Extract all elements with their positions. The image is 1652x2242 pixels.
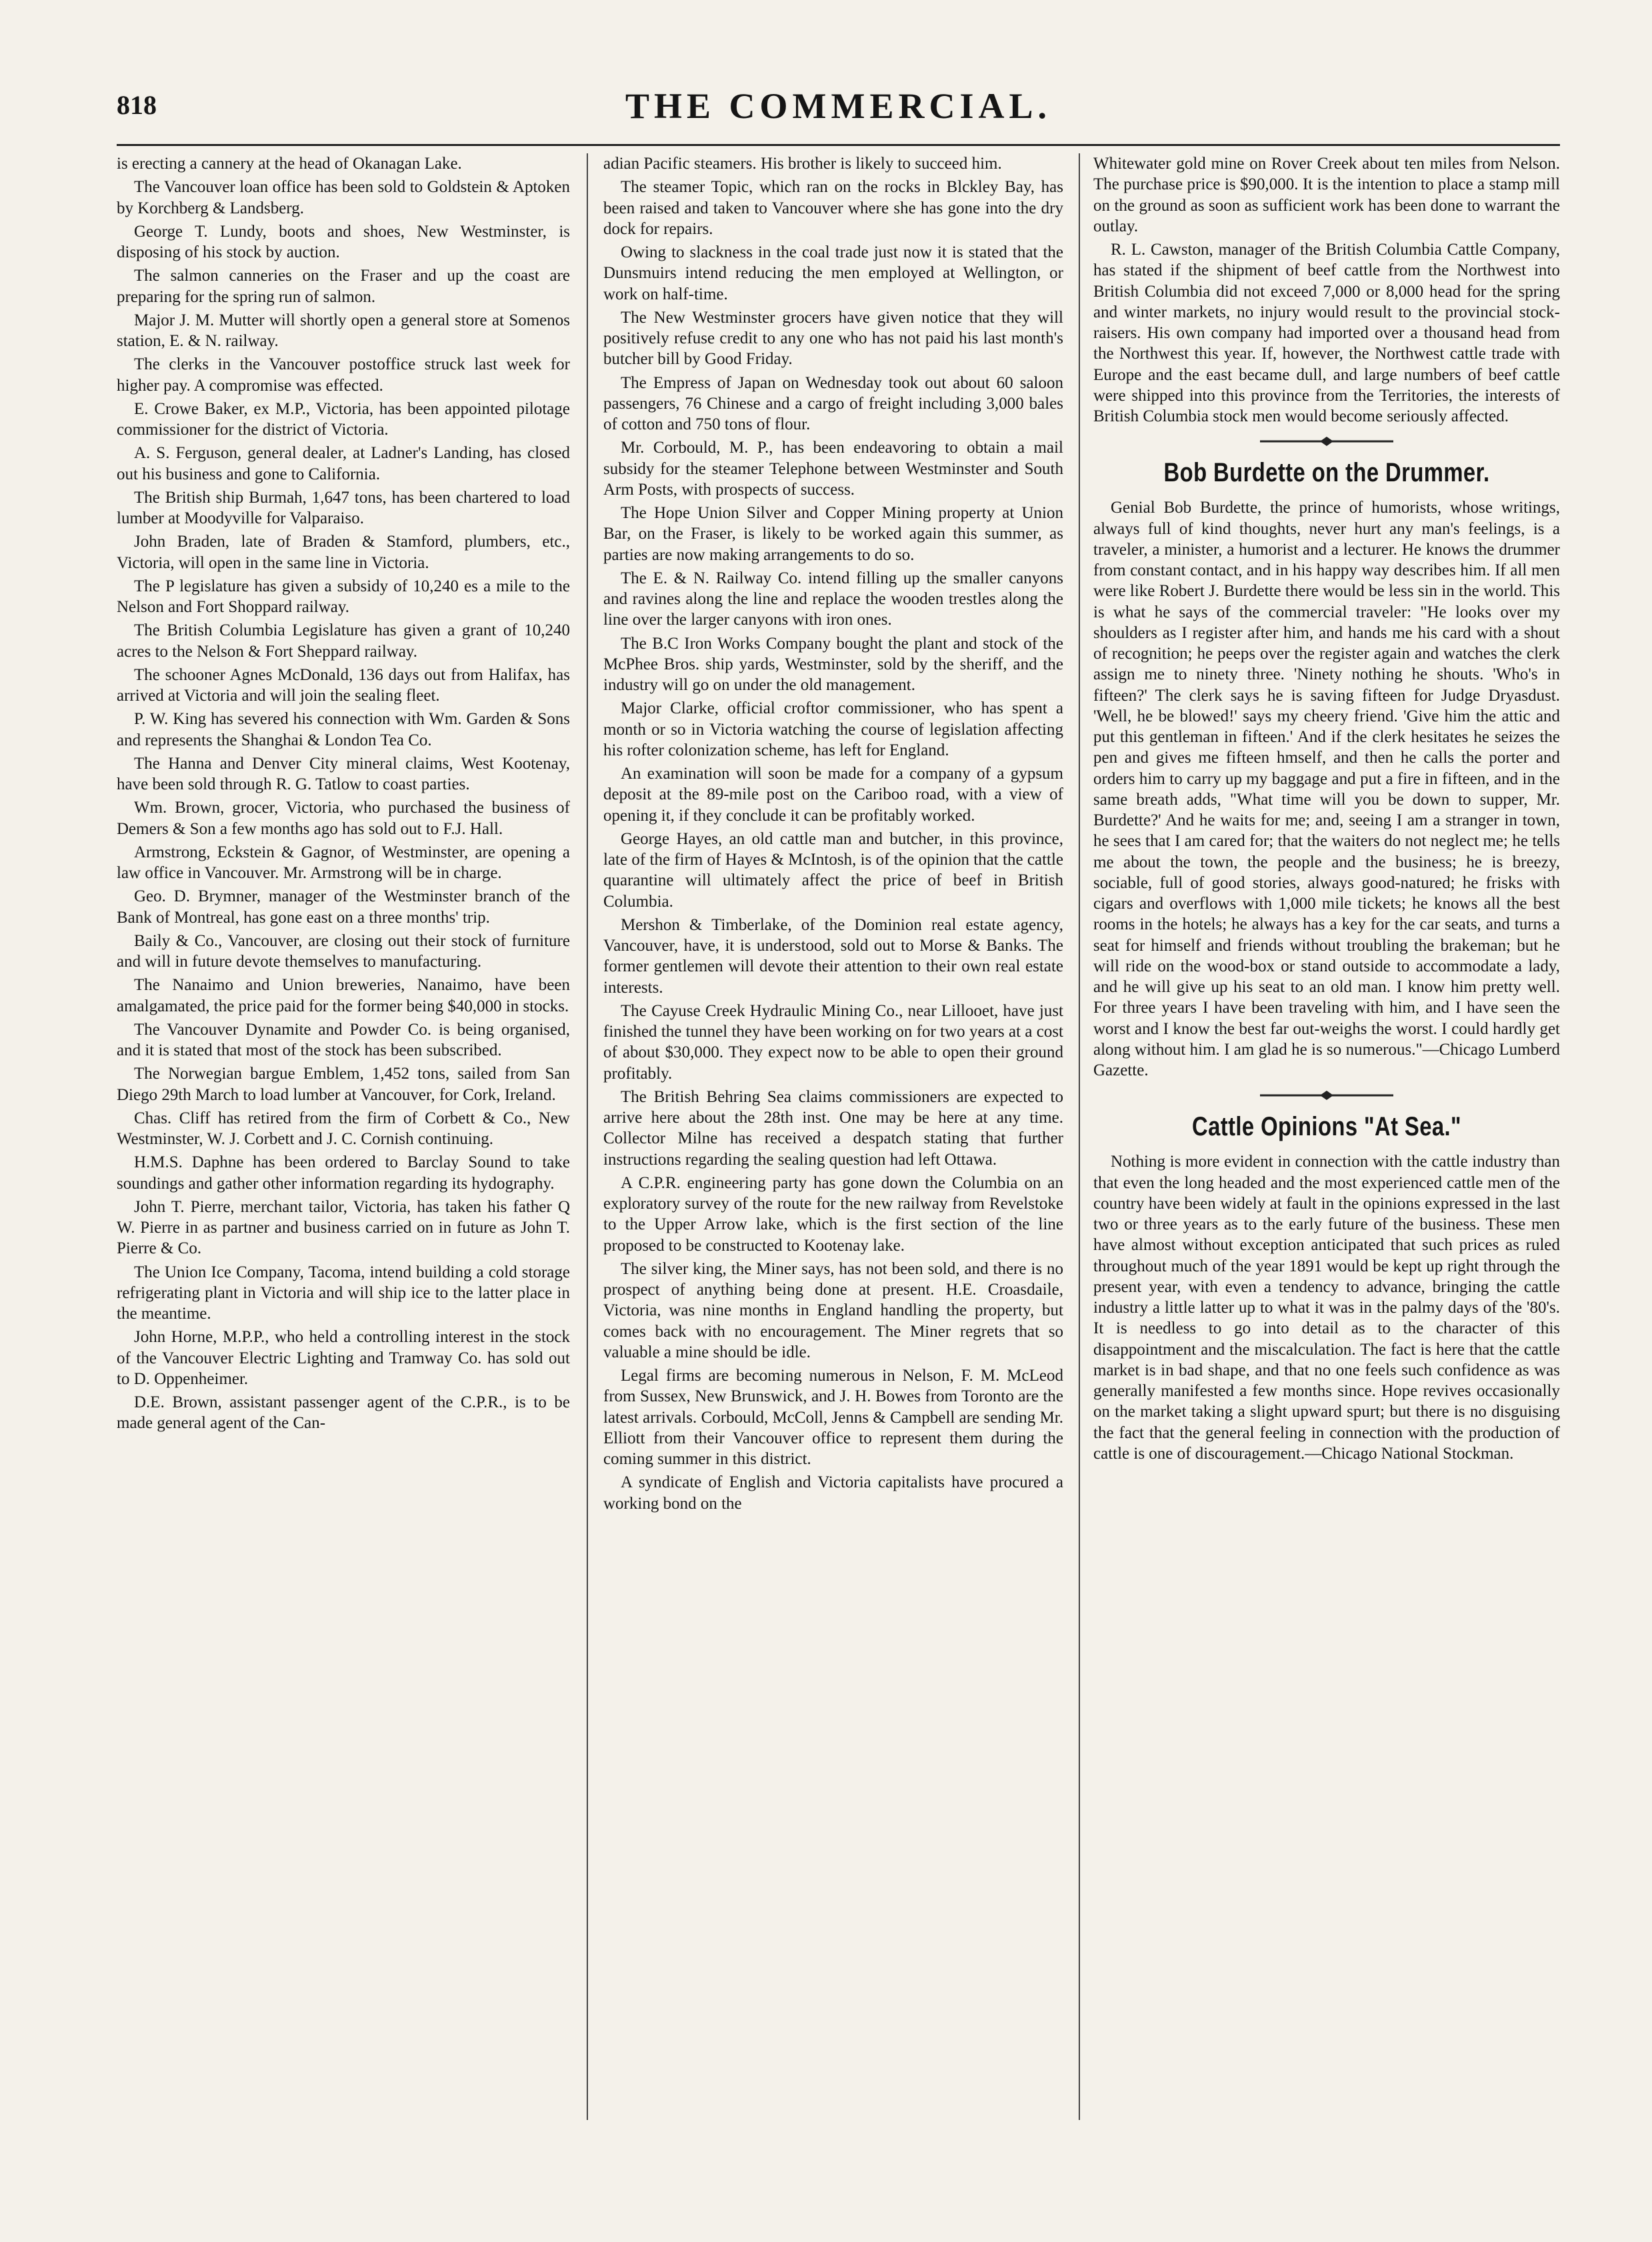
news-item: The Union Ice Company, Tacoma, intend building a cold storage refrigerating plant in Victoria and will ship ice to the latter place in the meantime. bbox=[117, 1263, 570, 1323]
news-item: The B.C Iron Works Company bought the plant and stock of the McPhee Bros. ship yards, Westminster, sold by the sheriff, and the industry will go on under the old management. bbox=[603, 634, 1063, 694]
news-item: Baily & Co., Vancouver, are closing out their stock of furniture and will in future devote themselves to manufacturing. bbox=[117, 931, 570, 971]
news-item: Major Clarke, official croftor commissioner, who has spent a month or so in Victoria watching the course of legislation affecting his rofter colonization scheme, has left for England. bbox=[603, 699, 1063, 759]
article-body: Genial Bob Burdette, the prince of humorists, whose writings, always full of kind thoughts, never hurt any man's feelings, is a traveler, a minister, a humorist and a lecturer. He knows the drummer from constant contact, and in his happy way describes him. If all men were like Robert J. Burdette there would be less sin in the world. This is what he says of the commercial traveler: "He looks over my shoulders as I register after him, and hands me his card with a shout of recognition; he peeps over the register again and watches the clerk assign me to ninety three. 'Ninety nothing he shouts. 'Who's in fifteen?' The clerk says he is saving fifteen for Judge Dryasdust. 'Well, he be blowed!' says my cheery friend. 'Give him the attic and put this gentleman in fifteen.' And if the clerk hesitates he seizes the pen and gives me fifteen hmself, and then he calls the porter and orders him to carry up my baggage and put a fire in fifteen, and in the same breath adds, "What time will you be down to supper, Mr. Burdette?' And he waits for me; and, seeing I am a stranger in town, he sees that I am cared for; that the waiters do not neglect me; he tells me about the town, the people and the business; he is breezy, sociable, full of good stories, always good-natured; he frisks with cigars and overflows with 1,000 mile tickets; he knows all the best rooms in the hotels; he always has a key for the car seats, and turns a seat for himself and friends without troubling the brakeman; but he will ride on the wood-box or stand outside to accommodate a lady, and he will give up his seat to an old man. I know him pretty well. For three years I have been traveling with him, and I have seen the worst and I know the best far out-weighs the worst. I could hardly get along without him. I am glad he is so numerous."—Chicago Lumberd Gazette. bbox=[1093, 499, 1560, 1079]
news-item: John Horne, M.P.P., who held a controlling interest in the stock of the Vancouver Electric Lighting and Tramway Co. has sold out to D. Oppenheimer. bbox=[117, 1328, 570, 1388]
news-item: The British ship Burmah, 1,647 tons, has been chartered to load lumber at Moodyville for Valparaiso. bbox=[117, 488, 570, 527]
column-3-intro bbox=[1093, 153, 1560, 427]
page-header bbox=[117, 85, 1560, 139]
page-number: 818 bbox=[117, 90, 157, 120]
news-item: The New Westminster grocers have given notice that they will positively refuse credit to any one who has not paid his last month's butcher bill by Good Friday. bbox=[603, 308, 1063, 369]
news-item: The P legislature has given a subsidy of 10,240 es a mile to the Nelson and Fort Shoppard railway. bbox=[117, 577, 570, 616]
news-item: John T. Pierre, merchant tailor, Victoria, has taken his father Q W. Pierre in as partner and business carried on in future as John T. Pierre & Co. bbox=[117, 1197, 570, 1258]
news-item: John Braden, late of Braden & Stamford, plumbers, etc., Victoria, will open in the same line in Victoria. bbox=[117, 533, 570, 572]
column-3 bbox=[1093, 153, 1560, 2193]
news-item: Chas. Cliff has retired from the firm of Corbett & Co., New Westminster, W. J. Corbett and J. C. Cornish continuing. bbox=[117, 1109, 570, 1148]
news-item: adian Pacific steamers. His brother is likely to succeed him. bbox=[603, 155, 1002, 173]
news-item: Major J. M. Mutter will shortly open a general store at Somenos station, E. & N. railway. bbox=[117, 311, 570, 350]
news-item: An examination will soon be made for a company of a gypsum deposit at the 89-mile post on the Cariboo road, with a view of opening it, if they conclude it can be profitably worked. bbox=[603, 765, 1063, 825]
news-item: The Hope Union Silver and Copper Mining property at Union Bar, on the Fraser, is likely to be worked again this summer, as parties are now making arrangements to do so. bbox=[603, 504, 1063, 564]
news-item: A syndicate of English and Victoria capitalists have procured a working bond on the bbox=[603, 1473, 1063, 1513]
masthead: THE COMMERCIAL. bbox=[625, 86, 1051, 126]
column-divider bbox=[587, 153, 588, 2120]
news-item: E. Crowe Baker, ex M.P., Victoria, has been appointed pilotage commissioner for the district of Victoria. bbox=[117, 399, 570, 439]
news-item: Whitewater gold mine on Rover Creek about ten miles from Nelson. The purchase price is $90,000. It is the intention to place a stamp mill on the ground as soon as sufficient work has been done to warrant the outlay. bbox=[1093, 155, 1560, 235]
news-item: Owing to slackness in the coal trade just now it is stated that the Dunsmuirs intend reducing the men employed at Wellington, or work on half-time. bbox=[603, 243, 1063, 303]
news-item: Legal firms are becoming numerous in Nelson, F. M. McLeod from Sussex, New Brunswick, and J. H. Bowes from Toronto are the latest arrivals. Corbould, McColl, Jenns & Campbell are sending Mr. Elliott from their Vancouver office to represent them during the coming summer in this district. bbox=[603, 1367, 1063, 1468]
news-item: The Empress of Japan on Wednesday took out about 60 saloon passengers, 76 Chinese and a cargo of freight including 3,000 bales of cotton and 750 tons of flour. bbox=[603, 373, 1063, 433]
news-item: Armstrong, Eckstein & Gagnor, of Westminster, are opening a law office in Vancouver. Mr. Armstrong will be in charge. bbox=[117, 843, 570, 882]
news-item: A C.P.R. engineering party has gone down the Columbia on an exploratory survey of the route for the new railway from Revelstoke to the Upper Arrow lake, which is the first section of the line proposed to be constructed to Kootenay lake. bbox=[603, 1173, 1063, 1255]
news-item: The clerks in the Vancouver postoffice struck last week for higher pay. A compromise was effected. bbox=[117, 355, 570, 395]
news-item: The steamer Topic, which ran on the rocks in Blckley Bay, has been raised and taken to Vancouver where she has gone into the dry dock for repairs. bbox=[603, 178, 1063, 238]
news-item: The Vancouver Dynamite and Powder Co. is being organised, and it is stated that most of the stock has been subscribed. bbox=[117, 1020, 570, 1059]
news-item: The British Columbia Legislature has given a grant of 10,240 acres to the Nelson & Fort Sheppard railway. bbox=[117, 621, 570, 661]
news-item: P. W. King has severed his connection with Wm. Garden & Sons and represents the Shanghai & London Tea Co. bbox=[117, 710, 570, 749]
news-item: A. S. Ferguson, general dealer, at Ladner's Landing, has closed out his business and gone to California. bbox=[117, 444, 570, 483]
news-item: Geo. D. Brymner, manager of the Westminster branch of the Bank of Montreal, has gone east on a three months' trip. bbox=[117, 887, 570, 927]
header-rule bbox=[117, 144, 1560, 146]
news-item: The Nanaimo and Union breweries, Nanaimo, have been amalgamated, the price paid for the former being $40,000 in stocks. bbox=[117, 976, 570, 1015]
column-divider bbox=[1079, 153, 1080, 2120]
news-item: The schooner Agnes McDonald, 136 days out from Halifax, has arrived at Victoria and will join the sealing fleet. bbox=[117, 665, 570, 705]
news-item: Mr. Corbould, M. P., has been endeavoring to obtain a mail subsidy for the steamer Telephone between Westminster and South Arm Posts, with prospects of success. bbox=[603, 439, 1063, 499]
news-item: The Hanna and Denver City mineral claims, West Kootenay, have been sold through R. G. Tatlow to coast parties. bbox=[117, 754, 570, 793]
news-item: George T. Lundy, boots and shoes, New Westminster, is disposing of his stock by auction. bbox=[117, 222, 570, 261]
news-item: George Hayes, an old cattle man and butcher, in this province, late of the firm of Hayes & McIntosh, is of the opinion that the cattle quarantine will ultimately affect the price of beef in British Columbia. bbox=[603, 829, 1063, 911]
news-item: The Vancouver loan office has been sold to Goldstein & Aptoken by Korchberg & Landsberg. bbox=[117, 178, 570, 217]
news-item: Mershon & Timberlake, of the Dominion real estate agency, Vancouver, have, it is understood, sold out to Morse & Banks. The former gentlemen will devote their attention to their own real estate interests. bbox=[603, 915, 1063, 997]
news-item: The salmon canneries on the Fraser and up the coast are preparing for the spring run of salmon. bbox=[117, 267, 570, 306]
article-headline: Bob Burdette on the Drummer. bbox=[1163, 458, 1490, 488]
news-item: Wm. Brown, grocer, Victoria, who purchased the business of Demers & Son a few months ago has sold out to F.J. Hall. bbox=[117, 799, 570, 838]
news-item: R. L. Cawston, manager of the British Columbia Cattle Company, has stated if the shipment of beef cattle from the Northwest into British Columbia did not exceed 7,000 or 8,000 head for the spring and winter markets, no injury would result to the provincial stock-raisers. His own company had imported over a thousand head from the Northwest this year. If, however, the Northwest cattle trade with Europe and the east became dull, and large numbers of beef cattle were shipped into this province from the Territories, the interests of British Columbia stock men would become seriously affected. bbox=[1093, 241, 1560, 425]
news-item: The E. & N. Railway Co. intend filling up the smaller canyons and ravines along the line and replace the wooden trestles along the line over the larger canyons with iron ones. bbox=[603, 569, 1063, 629]
news-item: D.E. Brown, assistant passenger agent of the C.P.R., is to be made general agent of the Can- bbox=[117, 1393, 570, 1433]
section-separator bbox=[1093, 1089, 1560, 1105]
news-item: The Cayuse Creek Hydraulic Mining Co., near Lillooet, have just finished the tunnel they have been working on for two years at a cost of about $30,000. They expect now to be able to open their ground profitably. bbox=[603, 1001, 1063, 1083]
news-item: The Norwegian bargue Emblem, 1,452 tons, sailed from San Diego 29th March to load lumber at Vancouver, for Cork, Ireland. bbox=[117, 1065, 570, 1104]
article-body: Nothing is more evident in connection with the cattle industry than that even the long headed and the most experienced cattle men of the country have been widely at fault in the opinions expressed in the last two or three years as to the early future of the business. These men have almost without exception anticipated that such prices as ruled throughout much of the year 1891 would be kept up right through the present year, with even a tendency to advance, bringing the cattle industry a little latter up to what it was in the palmy days of the '80's. It is needless to go into detail as to the character of this disappointment and the miscalculation. The fact is here that the cattle market is in bad shape, and that no one feels such confidence as was generally manifested a few months since. Hope revives occasionally on the market taking a slight upward spurt; but there is no disguising the fact that the general feeling in connection with the production of cattle is one of discouragement.—Chicago National Stockman. bbox=[1093, 1153, 1560, 1463]
section-separator bbox=[1093, 435, 1560, 451]
news-item: H.M.S. Daphne has been ordered to Barclay Sound to take soundings and gather other information regarding its hydography. bbox=[117, 1153, 570, 1193]
news-item: is erecting a cannery at the head of Okanagan Lake. bbox=[117, 155, 462, 173]
news-item: The British Behring Sea claims commissioners are expected to arrive here about the 28th inst. One may be here at any time. Collector Milne has received a despatch stating that further instructions regarding the sealing question had left Ottawa. bbox=[603, 1087, 1063, 1169]
article-headline: Cattle Opinions "At Sea." bbox=[1191, 1112, 1462, 1142]
column-1 bbox=[117, 153, 570, 2193]
column-2 bbox=[603, 153, 1063, 2193]
news-item: The silver king, the Miner says, has not been sold, and there is no prospect of anything being done at present. H.E. Croasdaile, Victoria, was nine months in England handling the property, but comes back with no encouragement. The Miner regrets that so valuable a mine should be idle. bbox=[603, 1259, 1063, 1361]
